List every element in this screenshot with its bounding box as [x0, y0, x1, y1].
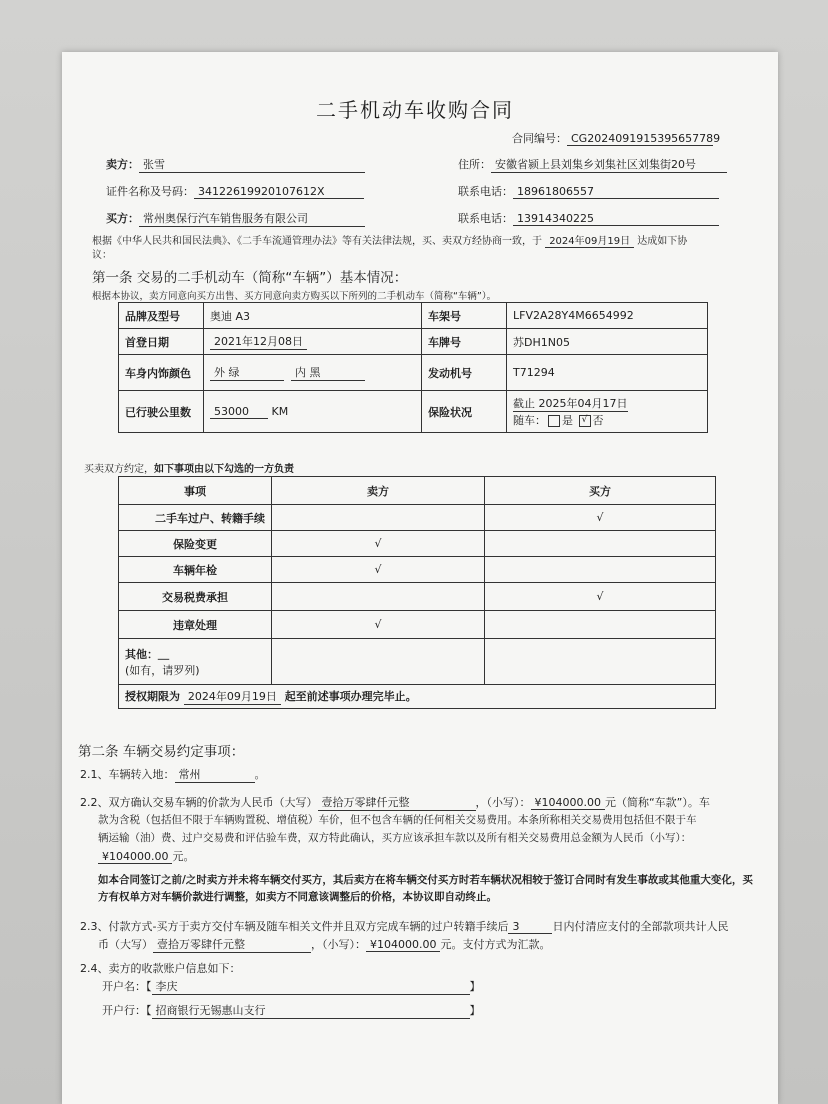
duty-row: 交易税费承担 √	[119, 583, 716, 611]
seller-id-row: 证件名称及号码： 34122619920107612X	[106, 183, 364, 199]
account-name-row: 开户名：【 李庆 】	[102, 980, 481, 993]
account-bank: 招商银行无锡惠山支行	[152, 1002, 470, 1019]
vehicle-color-exterior: 外 绿	[210, 364, 284, 381]
preamble-line1: 根据《中华人民共和国民法典》、《二手车流通管理办法》等有关法律法规，买、卖双方经协商一致，于 2024年09月19日 达成如下协	[92, 232, 687, 248]
clause-2-3-line1: 2.3、付款方式-买方于卖方交付车辆及随车相关文件并且双方完成车辆的过户转籍手续后 3 日内付清应支付的全部款项共计人民	[80, 920, 729, 933]
vehicle-reg-date: 2021年12月08日	[210, 333, 307, 350]
vehicle-plate: 苏DH1N05	[507, 329, 708, 355]
seller-phone: 18961806557	[513, 185, 719, 199]
clause-2-1: 2.1、车辆转入地： 常州 。	[80, 768, 266, 781]
authorization-row: 授权期限为 2024年09月19日 起至前述事项办理完毕止。	[119, 685, 716, 709]
seller-address-row: 住所： 安徽省颍上县刘集乡刘集社区刘集街20号	[458, 156, 727, 173]
contract-number: 合同编号： CG2024091915395657789	[512, 132, 721, 145]
buyer-name-row: 买方： 常州奥保行汽车销售服务有限公司	[106, 210, 365, 227]
contract-number-value: CG2024091915395657789	[567, 132, 713, 146]
agreement-note: 买卖双方约定，如下事项由以下勾选的一方负责	[84, 464, 294, 475]
seller-address: 安徽省颍上县刘集乡刘集社区刘集街20号	[491, 156, 727, 173]
duty-row: 保险变更 √	[119, 531, 716, 557]
seller-phone-row: 联系电话： 18961806557	[458, 183, 719, 199]
clause-2-2-line3: 辆运输（油）费、过户交易费和评估验车费，双方特此确认，买方应该承担车款以及所有相关交易费用总金额为人民币（小写）：	[98, 832, 692, 844]
duty-row: 车辆年检 √	[119, 557, 716, 583]
contract-paper	[62, 52, 778, 1104]
section2-title: 第二条 车辆交易约定事项：	[78, 744, 245, 760]
duties-header-row: 事项 卖方 买方	[119, 477, 716, 505]
clause-2-2-line1: 2.2、双方确认交易车辆的价款为人民币（大写） 壹拾万零肆仟元整 ，（小写）： ¥104000.00 元（简称“车款”）。车	[80, 796, 710, 809]
buyer-phone-row: 联系电话： 13914340225	[458, 210, 719, 226]
duties-table	[118, 476, 716, 709]
clause-2-2-line2: 款为含税（包括但不限于车辆购置税、增值税）车价，但不包含车辆的任何相关交易费用。本条所称相关交易费用包括但不限于车	[98, 814, 697, 826]
seller-id: 34122619920107612X	[194, 185, 364, 199]
checkbox-checked: √	[579, 415, 591, 427]
vehicle-info-table: 品牌及型号 奥迪 A3 车架号 LFV2A28Y4M6654992 首登日期 2021年12月08日 车牌号 苏DH1N05 车身内饰颜色 外 绿 内 黑 发动机号 T71294 已行驶公里数 53000 KM 保险状况 截止 2025年04月17日 随车： 是 √ 否	[118, 302, 708, 433]
document-title: 二手机动车收购合同	[316, 98, 514, 122]
duty-row: 二手车过户、转籍手续 √	[119, 505, 716, 531]
preamble-line2: 议：	[92, 250, 112, 261]
vehicle-engine: T71294	[507, 355, 708, 391]
seller-name-row: 卖方： 张雪	[106, 156, 365, 173]
clause-2-2-line4: ¥104000.00 元。	[98, 848, 194, 864]
clause-2-4: 2.4、卖方的收款账户信息如下：	[80, 962, 241, 975]
price-adjustment-clause: 如本合同签订之前/之时卖方并未将车辆交付买方，其后卖方在将车辆交付买方时若车辆状况相较于签订合同时有发生事故或其他重大变化，买方有权单方对车辆价款进行调整，如卖方不同意该调整后的价格，本协议即自动终止。	[98, 874, 753, 903]
vehicle-vin: LFV2A28Y4M6654992	[507, 303, 708, 329]
vehicle-brand: 奥迪 A3	[204, 303, 422, 329]
section1-intro: 根据本协议，卖方同意向买方出售、买方同意向卖方购买以下所列的二手机动车（简称“车辆”）。	[92, 291, 497, 302]
clause-2-3-line2: 币（大写） 壹拾万零肆仟元整 ，（小写）： ¥104000.00 元。支付方式为汇款。	[98, 938, 551, 951]
vehicle-mileage: 53000	[210, 405, 268, 419]
vehicle-color-interior: 内 黑	[291, 364, 365, 381]
insurance-until: 截止 2025年04月17日	[513, 397, 628, 410]
section1-title: 第一条 交易的二手机动车（简称“车辆”）基本情况：	[92, 270, 408, 286]
buyer-phone: 13914340225	[513, 212, 719, 226]
duty-other-row: 其他：＿ (如有，请罗列)	[119, 639, 716, 685]
account-name: 李庆	[152, 978, 470, 995]
duty-row: 违章处理 √	[119, 611, 716, 639]
checkbox-empty	[548, 415, 560, 427]
seller-name: 张雪	[139, 156, 365, 173]
buyer-name: 常州奥保行汽车销售服务有限公司	[139, 210, 365, 227]
account-bank-row: 开户行：【 招商银行无锡惠山支行 】	[102, 1004, 481, 1017]
